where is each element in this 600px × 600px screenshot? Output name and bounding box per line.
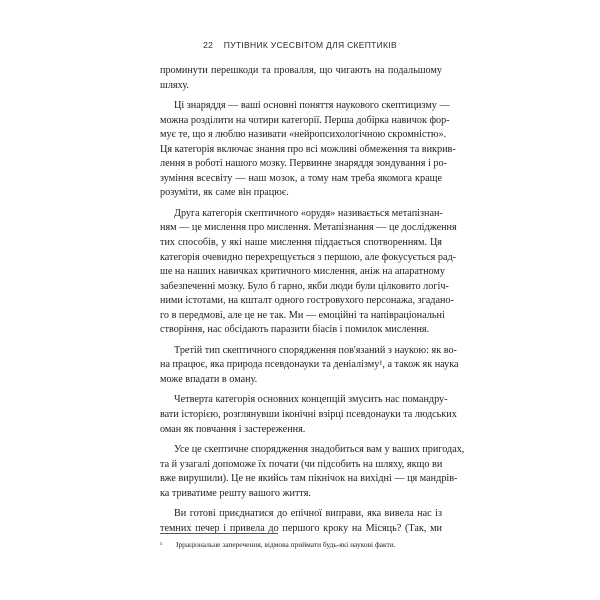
text-line: ням — це мислення про мислення. Метапізнання — це дослідження <box>160 222 457 234</box>
text-line: проминути перешкоди та провалля, що чигають на подальшому <box>160 65 442 76</box>
paragraph <box>160 443 465 501</box>
text-line: вати історією, розглянувши іконічні взірці псевдонауки та людських <box>160 409 457 421</box>
paragraph <box>160 344 459 388</box>
text-line: шляху. <box>160 79 189 91</box>
text-line: лення в роботі нашого мозку. Первинне знаряддя зондування і ро- <box>160 158 447 170</box>
text-line: забезпеченні мозку. Було б гарно, якби люди були цілковито логіч- <box>160 280 449 292</box>
text-line: Четверта категорія основних концепцій змусить нас помандру- <box>174 394 448 406</box>
footnote-text: Ірраціональне заперечення, відмова приймати будь-які наукові факти. <box>176 540 396 549</box>
text-line: розуміти, як саме він працює. <box>160 187 289 199</box>
text-line: ними істотами, на кшталт одного гостровухого персонажа, згадано- <box>160 295 454 307</box>
paragraph <box>160 393 457 437</box>
text-line: зуміння всесвіту — наш мозок, а тому нам треба якомога краще <box>160 172 442 184</box>
text-line: категорія очевидно перехрещується з першою, але фокусується рад- <box>160 251 457 263</box>
text-line: на працює, яка природа псевдонауки та деніалізму¹, а також як наука <box>160 359 459 371</box>
text-line: оман як повчання і застереження. <box>160 423 306 435</box>
footnote-mark: ¹ <box>160 540 163 549</box>
text-line: створіння, нас обсідають паразити біасів і помилок мислення. <box>160 324 430 336</box>
text-line: Третій тип скептичного спорядження пов'язаний з наукою: як во- <box>174 344 457 356</box>
paragraph <box>160 64 442 93</box>
book-title: ПУТІВНИК УСЕСВІТОМ ДЛЯ СКЕПТИКІВ <box>223 40 397 50</box>
text-line: тих способів, у які наше мислення піддається спотворенням. Ця <box>160 237 442 249</box>
paragraph <box>160 207 457 338</box>
text-line: та й узагалі допоможе їх почати (чи підсобить на шляху, якщо ви <box>160 458 443 470</box>
text-line: ка триватиме решту вашого життя. <box>160 487 311 499</box>
text-line: мує те, що я люблю називати «нейропсихологічною скромністю». <box>160 129 447 141</box>
text-line: Ця категорія включає знання про всі можливі обмеження та викрив- <box>160 143 456 155</box>
footnote <box>160 540 442 550</box>
text-line: Друга категорія скептичного «орудя» називається метапізнан- <box>174 207 443 219</box>
text-line: темних печер і привела до першого кроку на Місяць? (Так, ми <box>160 522 442 534</box>
footnote-rule <box>160 533 278 534</box>
text-line: Ці знаряддя — ваші основні поняття наукового скептицизму — <box>174 100 450 112</box>
text-line: Усе це скептичне спорядження знадобиться вам у ваших пригодах, <box>174 444 465 456</box>
text-line: ше на наших навичках критичного мислення, аніж на апаратному <box>160 266 445 278</box>
text-line: може впадати в оману. <box>160 373 258 385</box>
text-line: Ви готові приєднатися до епічної виправи, яка вивела нас із <box>174 508 442 520</box>
body-text <box>160 64 465 542</box>
page-number: 22 <box>203 40 214 50</box>
text-line: вже вирушили). Це не якийсь там пікнічок на вихідні — ця мандрів- <box>160 473 458 485</box>
text-line: можна розділити на чотири категорії. Перша добірка навичок фор- <box>160 114 450 126</box>
running-head <box>0 40 600 50</box>
text-line: го в передмові, але це не так. Ми — емоційні та напівраціональні <box>160 309 445 321</box>
paragraph <box>160 99 456 201</box>
